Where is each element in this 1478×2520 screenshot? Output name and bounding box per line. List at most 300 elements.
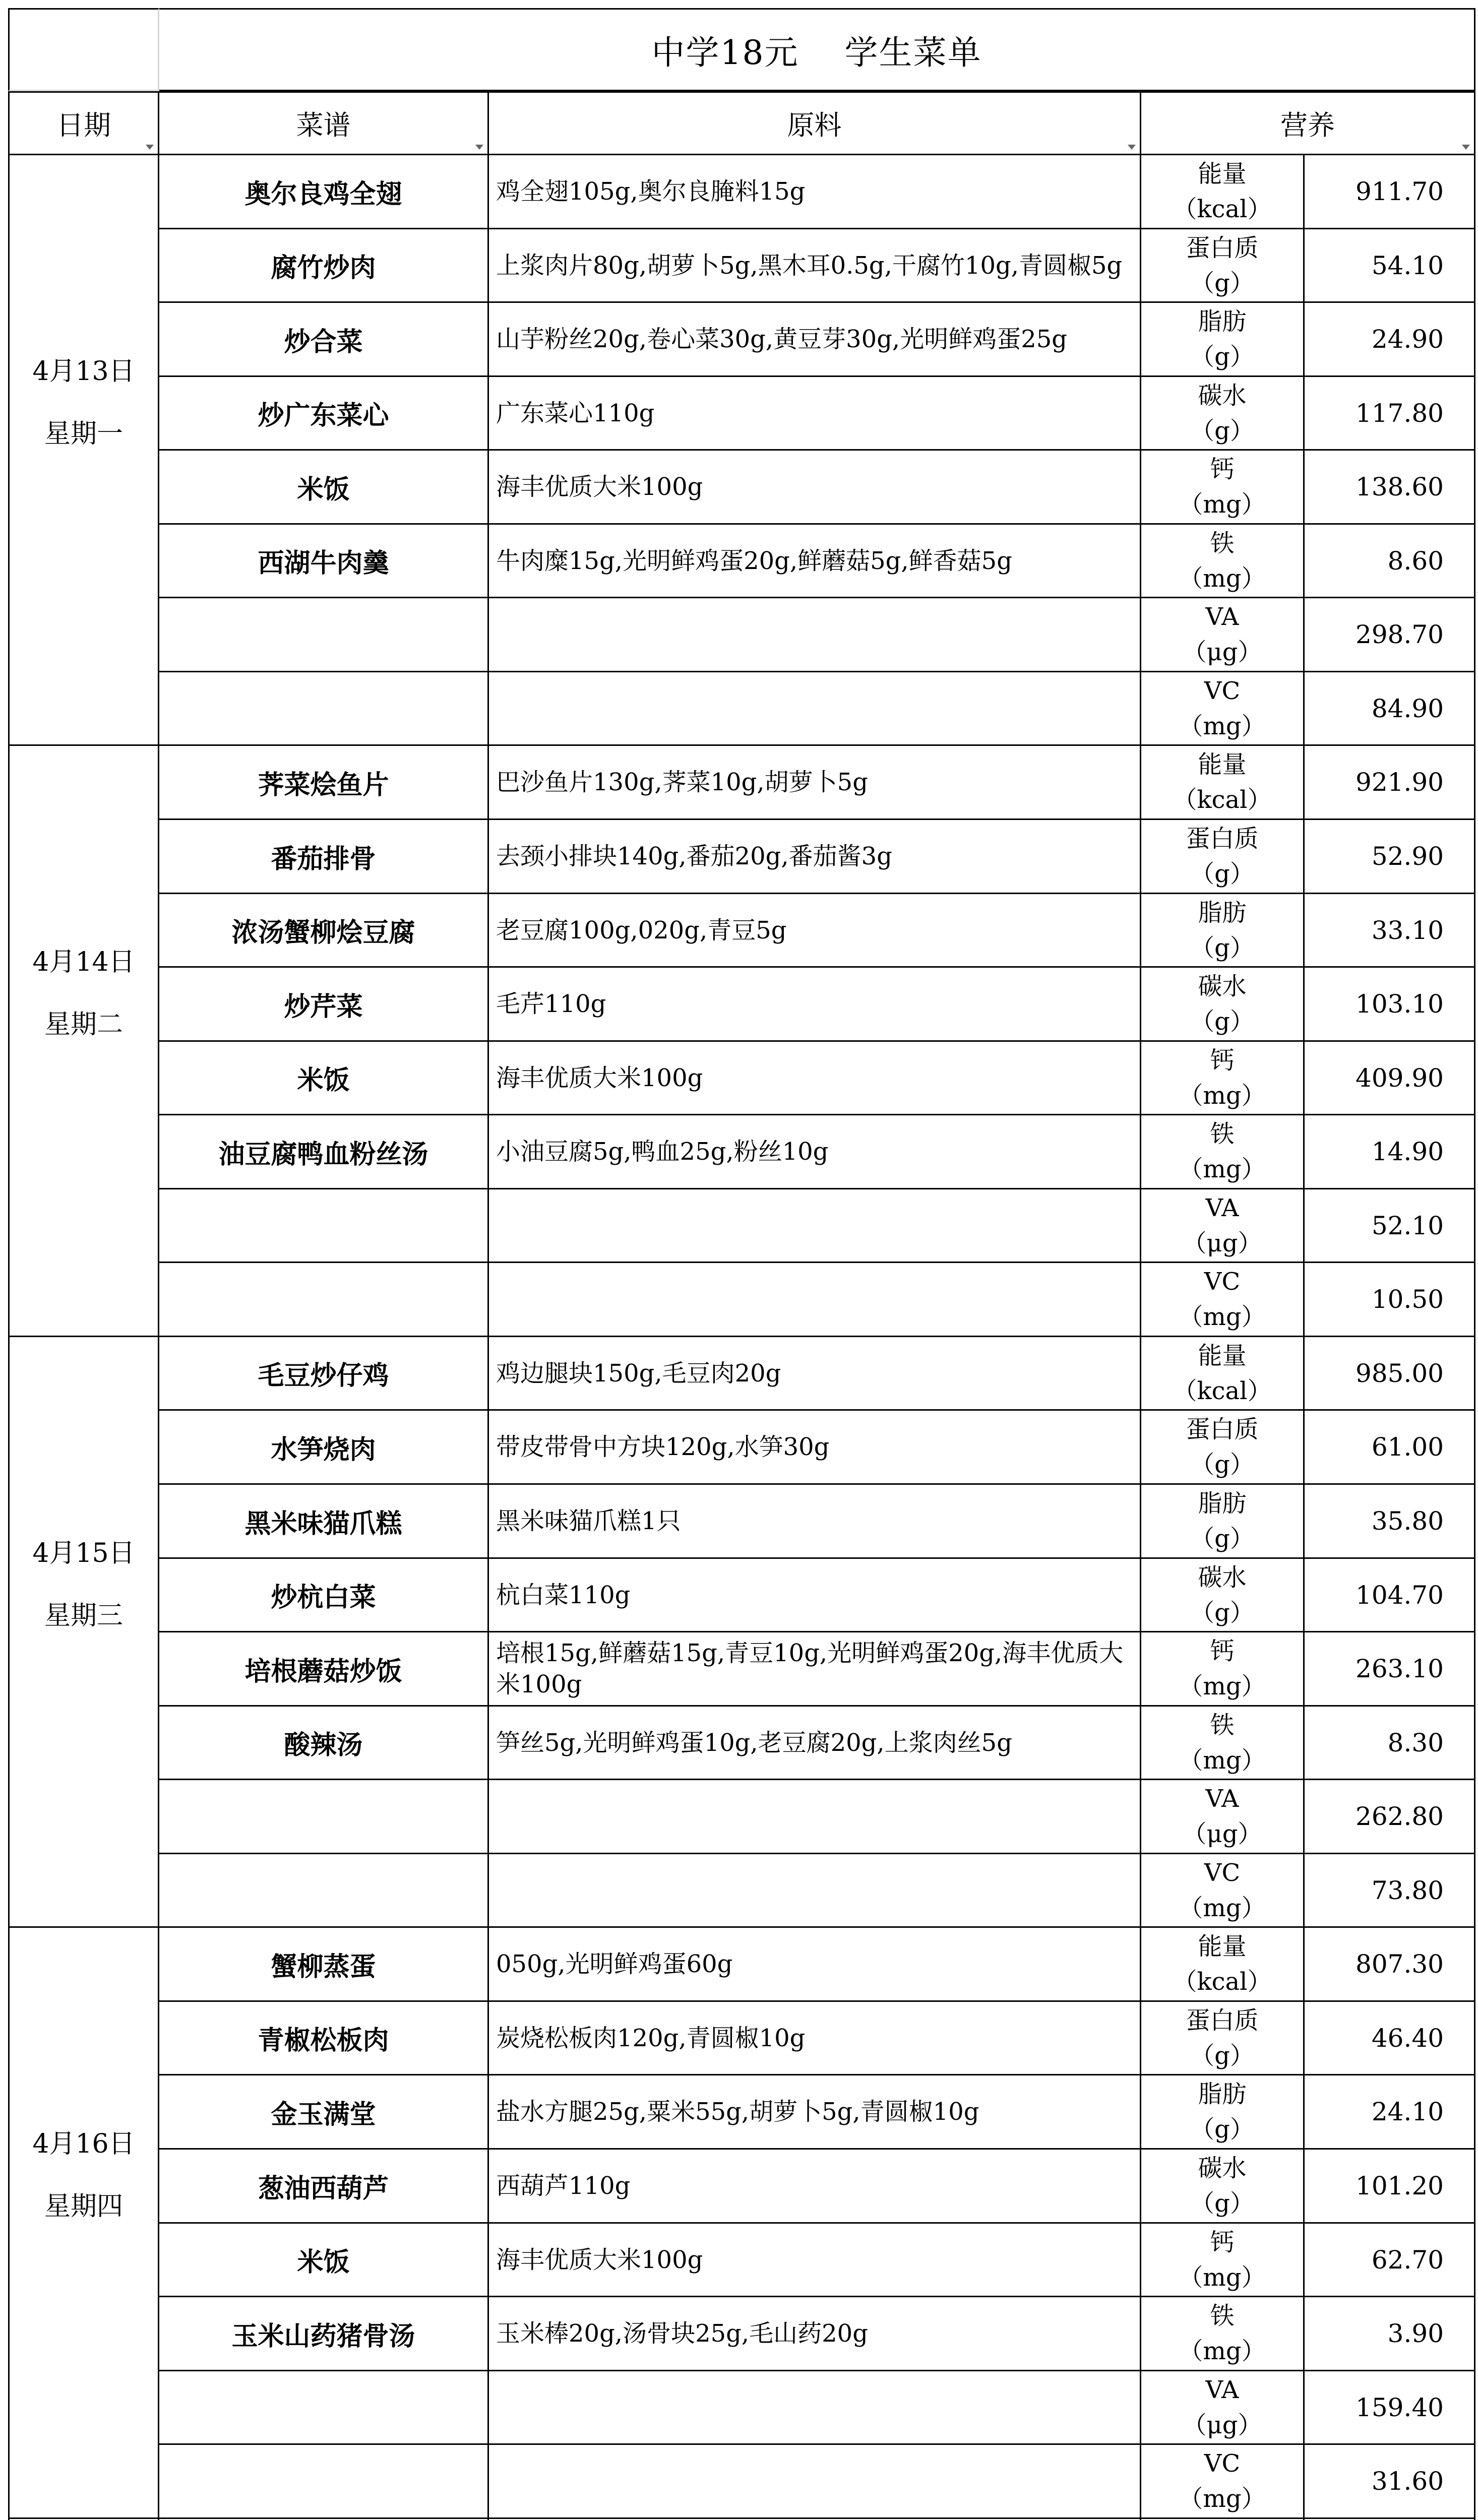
nutrient-unit: （mg） — [1179, 564, 1266, 593]
dish-name: 奥尔良鸡全翅 — [244, 178, 402, 210]
dish-name: 米饭 — [297, 474, 350, 505]
dish-name: 水笋烧肉 — [271, 1434, 376, 1465]
nutrient-value-cell — [1305, 451, 1475, 525]
nutrient-label-cell — [1141, 1559, 1305, 1632]
nutrient-label-cell — [1141, 1780, 1305, 1854]
nutrient-label — [1141, 672, 1303, 744]
dish-name: 米饭 — [297, 1065, 350, 1096]
nutrient-label — [1141, 2445, 1303, 2517]
ingredients-cell — [489, 303, 1141, 377]
nutrient-label-cell — [1141, 1263, 1305, 1337]
nutrient-label — [1141, 2297, 1303, 2370]
nutrient-unit: （g） — [1190, 1007, 1254, 1036]
nutrient-name: VA — [1205, 2375, 1239, 2404]
ingredients-text: 牛肉糜15g,光明鲜鸡蛋20g,鲜蘑菇5g,鲜香菇5g — [496, 546, 1012, 575]
nutrient-unit: （mg） — [1179, 712, 1266, 740]
nutrient-value: 35.80 — [1371, 1506, 1444, 1536]
nutrient-name: 蛋白质 — [1186, 1415, 1259, 1443]
dish-cell — [159, 1115, 489, 1189]
nutrient-label-cell — [1141, 968, 1305, 1042]
ingredients-text: 山芋粉丝20g,卷心菜30g,黄豆芽30g,光明鲜鸡蛋25g — [496, 325, 1067, 353]
dish-cell — [159, 303, 489, 377]
nutrient-value: 911.70 — [1356, 177, 1444, 206]
weekday-label: 星期二 — [44, 1010, 123, 1040]
dish-name: 米饭 — [297, 2247, 350, 2278]
nutrient-value: 807.30 — [1356, 1949, 1444, 1979]
nutrient-label — [1141, 1189, 1303, 1262]
nutrient-value: 10.50 — [1371, 1285, 1444, 1314]
nutrient-value-cell — [1305, 2224, 1475, 2297]
nutrient-value-cell — [1305, 1707, 1475, 1780]
nutrient-value: 138.60 — [1356, 472, 1444, 501]
nutrient-unit: （mg） — [1179, 1081, 1266, 1110]
nutrient-value-cell — [1305, 303, 1475, 377]
ingredients-text: 黑米味猫爪糕1只 — [496, 1507, 681, 1535]
page-title: 中学18元 学生菜单 — [651, 33, 982, 72]
nutrient-unit: （mg） — [1179, 1746, 1266, 1775]
nutrient-label — [1141, 1263, 1303, 1336]
ingredients-cell — [489, 1042, 1141, 1115]
nutrient-name: 蛋白质 — [1186, 2006, 1259, 2035]
nutrient-value-cell — [1305, 377, 1475, 451]
nutrient-unit: （mg） — [1179, 490, 1266, 519]
nutrient-label — [1141, 1411, 1303, 1483]
nutrient-label — [1141, 155, 1303, 228]
nutrient-value-cell — [1305, 1115, 1475, 1189]
ingredients-cell — [489, 598, 1141, 672]
nutrient-label-cell — [1141, 1485, 1305, 1559]
nutrient-unit: （mg） — [1179, 2263, 1266, 2292]
nutrient-unit: （g） — [1190, 2041, 1254, 2070]
ingredients-text: 培根15g,鲜蘑菇15g,青豆10g,光明鲜鸡蛋20g,海丰优质大米100g — [496, 1639, 1124, 1698]
dish-cell — [159, 155, 489, 229]
dish-name: 酸辣汤 — [284, 1730, 363, 1760]
dish-cell — [159, 1263, 489, 1337]
nutrient-value: 33.10 — [1371, 915, 1444, 945]
ingredients-text: 050g,光明鲜鸡蛋60g — [496, 1950, 733, 1978]
nutrient-label — [1141, 1115, 1303, 1188]
nutrient-label-cell — [1141, 377, 1305, 451]
ingredients-text: 上浆肉片80g,胡萝卜5g,黑木耳0.5g,干腐竹10g,青圆椒5g — [496, 251, 1123, 280]
nutrient-value: 14.90 — [1371, 1137, 1444, 1166]
nutrient-value: 8.60 — [1387, 546, 1444, 576]
nutrient-unit: （kcal） — [1173, 1376, 1272, 1405]
dish-cell — [159, 451, 489, 525]
nutrient-unit: （g） — [1190, 1451, 1254, 1479]
nutrient-value-cell — [1305, 229, 1475, 303]
ingredients-text: 带皮带骨中方块120g,水笋30g — [496, 1433, 830, 1461]
nutrient-unit: （mg） — [1179, 1303, 1266, 1331]
dish-cell — [159, 1632, 489, 1707]
ingredients-text: 西葫芦110g — [496, 2172, 631, 2200]
filter-dropdown-icon[interactable] — [1462, 145, 1470, 150]
dish-cell — [159, 2224, 489, 2297]
nutrient-unit: （mg） — [1179, 1672, 1266, 1700]
nutrient-value-cell — [1305, 672, 1475, 746]
nutrient-name: 能量 — [1198, 1341, 1247, 1370]
dish-cell — [159, 377, 489, 451]
nutrient-value: 409.90 — [1356, 1063, 1444, 1093]
ingredients-cell — [489, 1411, 1141, 1485]
ingredients-cell — [489, 672, 1141, 746]
nutrient-value-cell — [1305, 1854, 1475, 1928]
nutrient-value: 46.40 — [1371, 2023, 1444, 2053]
ingredients-text: 鸡全翅105g,奥尔良腌料15g — [496, 177, 806, 206]
dish-name: 炒广东菜心 — [258, 400, 389, 431]
nutrient-unit: （g） — [1190, 933, 1254, 962]
nutrient-name: 蛋白质 — [1186, 233, 1259, 262]
ingredients-cell — [489, 2075, 1141, 2150]
header-date — [8, 91, 159, 155]
nutrient-label-cell — [1141, 451, 1305, 525]
dish-name: 腐竹炒肉 — [271, 253, 376, 283]
nutrient-label — [1141, 1632, 1303, 1705]
ingredients-cell — [489, 229, 1141, 303]
nutrient-value: 298.70 — [1356, 620, 1444, 649]
nutrient-value: 985.00 — [1356, 1358, 1444, 1388]
nutrient-unit: （mg） — [1179, 1894, 1266, 1922]
nutrient-value-cell — [1305, 1042, 1475, 1115]
nutrient-value-cell — [1305, 1337, 1475, 1411]
nutrient-label-cell — [1141, 1337, 1305, 1411]
nutrient-name: 碳水 — [1198, 381, 1247, 410]
ingredients-text: 玉米棒20g,汤骨块25g,毛山药20g — [496, 2319, 868, 2348]
nutrient-name: VC — [1204, 2449, 1241, 2478]
ingredients-cell — [489, 1780, 1141, 1854]
dish-cell — [159, 1780, 489, 1854]
ingredients-cell — [489, 1928, 1141, 2002]
date-cell — [8, 1928, 159, 2519]
nutrient-value-cell — [1305, 1632, 1475, 1707]
ingredients-cell — [489, 2150, 1141, 2224]
nutrient-name: 脂肪 — [1198, 1489, 1247, 1518]
ingredients-text: 巴沙鱼片130g,荠菜10g,胡萝卜5g — [496, 768, 868, 796]
date-label: 4月15日 — [32, 1538, 135, 1568]
dish-cell — [159, 2002, 489, 2075]
nutrient-label-cell — [1141, 229, 1305, 303]
nutrient-label — [1141, 525, 1303, 597]
nutrient-unit: （g） — [1190, 1525, 1254, 1553]
ingredients-cell — [489, 1707, 1141, 1780]
nutrient-label-cell — [1141, 1707, 1305, 1780]
nutrient-value-cell — [1305, 1485, 1475, 1559]
nutrient-unit: （μg） — [1182, 1820, 1262, 1848]
nutrient-name: 铁 — [1210, 529, 1235, 557]
nutrient-label-cell — [1141, 2224, 1305, 2297]
filter-dropdown-icon[interactable] — [146, 145, 154, 150]
nutrient-label — [1141, 894, 1303, 966]
dish-cell — [159, 968, 489, 1042]
nutrient-label — [1141, 1042, 1303, 1114]
nutrient-unit: （mg） — [1179, 1155, 1266, 1183]
nutrient-value: 921.90 — [1356, 768, 1444, 797]
nutrient-label-cell — [1141, 2075, 1305, 2150]
nutrient-label-cell — [1141, 1411, 1305, 1485]
nutrient-value: 262.80 — [1356, 1802, 1444, 1831]
ingredients-cell — [489, 1115, 1141, 1189]
header-nutrition — [1141, 91, 1475, 155]
nutrient-label-cell — [1141, 2002, 1305, 2075]
nutrient-name: 脂肪 — [1198, 898, 1247, 927]
nutrient-value: 61.00 — [1371, 1432, 1444, 1462]
nutrient-name: 碳水 — [1198, 2154, 1247, 2182]
ingredients-text: 海丰优质大米100g — [496, 1063, 703, 1092]
dish-name: 青椒松板肉 — [258, 2025, 389, 2056]
dish-cell — [159, 1485, 489, 1559]
nutrient-value: 54.10 — [1371, 250, 1444, 280]
dish-cell — [159, 2445, 489, 2519]
nutrient-name: 蛋白质 — [1186, 825, 1259, 853]
nutrient-label-cell — [1141, 2297, 1305, 2371]
nutrient-value-cell — [1305, 2150, 1475, 2224]
nutrient-label — [1141, 2224, 1303, 2296]
nutrient-value: 117.80 — [1356, 398, 1444, 428]
dish-name: 蟹柳蒸蛋 — [271, 1951, 376, 1982]
dish-name: 荠菜烩鱼片 — [258, 769, 389, 800]
ingredients-cell — [489, 525, 1141, 598]
nutrient-label — [1141, 1928, 1303, 2000]
dish-cell — [159, 746, 489, 820]
nutrient-name: VC — [1204, 1268, 1241, 1296]
nutrient-name: VA — [1205, 603, 1239, 631]
dish-cell — [159, 672, 489, 746]
nutrient-value: 31.60 — [1371, 2467, 1444, 2496]
ingredients-cell — [489, 2224, 1141, 2297]
ingredients-cell — [489, 968, 1141, 1042]
nutrient-label-cell — [1141, 2371, 1305, 2445]
nutrient-label — [1141, 2075, 1303, 2148]
nutrient-value: 159.40 — [1356, 2392, 1444, 2422]
nutrient-unit: （μg） — [1182, 2411, 1262, 2439]
ingredients-cell — [489, 2002, 1141, 2075]
nutrient-label — [1141, 2371, 1303, 2443]
date-label: 4月14日 — [32, 947, 135, 977]
nutrient-name: 能量 — [1198, 1932, 1247, 1961]
nutrient-label-cell — [1141, 746, 1305, 820]
nutrient-name: 钙 — [1210, 1637, 1235, 1665]
nutrient-label — [1141, 968, 1303, 1040]
weekday-label: 星期四 — [44, 2191, 123, 2222]
dish-cell — [159, 2075, 489, 2150]
nutrient-label — [1141, 377, 1303, 449]
nutrient-name: 脂肪 — [1198, 307, 1247, 336]
nutrient-unit: （g） — [1190, 269, 1254, 297]
nutrient-value: 52.10 — [1371, 1211, 1444, 1240]
nutrient-label-cell — [1141, 1115, 1305, 1189]
nutrient-name: 钙 — [1210, 1046, 1235, 1075]
ingredients-text: 老豆腐100g,020g,青豆5g — [496, 916, 787, 944]
ingredients-text: 去颈小排块140g,番茄20g,番茄酱3g — [496, 842, 892, 870]
ingredients-cell — [489, 377, 1141, 451]
ingredients-cell — [489, 746, 1141, 820]
nutrient-label — [1141, 2002, 1303, 2074]
header-nutrition-label: 营养 — [1280, 109, 1335, 141]
nutrient-name: 碳水 — [1198, 972, 1247, 1000]
nutrient-label — [1141, 820, 1303, 893]
ingredients-text: 小油豆腐5g,鸭血25g,粉丝10g — [496, 1138, 829, 1166]
nutrient-label — [1141, 451, 1303, 523]
nutrient-label-cell — [1141, 820, 1305, 894]
ingredients-text: 广东菜心110g — [496, 399, 655, 427]
nutrient-value: 73.80 — [1371, 1875, 1444, 1905]
dish-name: 炒合菜 — [284, 326, 363, 357]
nutrient-name: 铁 — [1210, 2302, 1235, 2330]
dish-name: 炒芹菜 — [284, 991, 363, 1022]
date-cell — [8, 746, 159, 1337]
ingredients-text: 笋丝5g,光明鲜鸡蛋10g,老豆腐20g,上浆肉丝5g — [496, 1728, 1012, 1757]
nutrient-label-cell — [1141, 155, 1305, 229]
nutrient-name: 铁 — [1210, 1711, 1235, 1739]
nutrient-unit: （g） — [1190, 860, 1254, 888]
weekday-label: 星期三 — [44, 1600, 123, 1631]
ingredients-text: 杭白菜110g — [496, 1581, 631, 1609]
nutrient-value: 52.90 — [1371, 842, 1444, 871]
nutrient-unit: （μg） — [1182, 1229, 1262, 1257]
dish-cell — [159, 525, 489, 598]
nutrient-unit: （kcal） — [1173, 786, 1272, 814]
date-cell — [8, 155, 159, 746]
nutrient-value-cell — [1305, 2297, 1475, 2371]
ingredients-text: 海丰优质大米100g — [496, 2245, 703, 2274]
dish-cell — [159, 2297, 489, 2371]
nutrient-label — [1141, 1559, 1303, 1631]
nutrient-value-cell — [1305, 894, 1475, 968]
dish-cell — [159, 1042, 489, 1115]
nutrient-unit: （kcal） — [1173, 1968, 1272, 1996]
header-date-label: 日期 — [56, 109, 111, 141]
weekday-label: 星期一 — [44, 418, 123, 449]
ingredients-cell — [489, 2445, 1141, 2519]
nutrient-unit: （mg） — [1179, 2337, 1266, 2365]
nutrient-label-cell — [1141, 1928, 1305, 2002]
nutrient-unit: （μg） — [1182, 638, 1262, 666]
date-label: 4月16日 — [32, 2129, 135, 2159]
nutrient-name: 能量 — [1198, 750, 1247, 779]
nutrient-label-cell — [1141, 1042, 1305, 1115]
dish-cell — [159, 1928, 489, 2002]
nutrient-value: 104.70 — [1356, 1580, 1444, 1610]
ingredients-text: 盐水方腿25g,粟米55g,胡萝卜5g,青圆椒10g — [496, 2098, 979, 2126]
dish-name: 葱油西葫芦 — [258, 2173, 389, 2204]
dish-name: 毛豆炒仔鸡 — [258, 1360, 389, 1391]
header-dish-label: 菜谱 — [296, 109, 351, 141]
filter-dropdown-icon[interactable] — [475, 145, 483, 150]
nutrient-value-cell — [1305, 2445, 1475, 2519]
dish-name: 番茄排骨 — [271, 843, 376, 874]
nutrient-value: 24.10 — [1371, 2097, 1444, 2126]
dish-cell — [159, 1559, 489, 1632]
nutrient-unit: （g） — [1190, 343, 1254, 371]
nutrient-name: VA — [1205, 1785, 1239, 1813]
dish-cell — [159, 2150, 489, 2224]
nutrient-value: 24.90 — [1371, 325, 1444, 354]
nutrient-value-cell — [1305, 968, 1475, 1042]
nutrient-unit: （g） — [1190, 416, 1254, 445]
nutrient-value: 84.90 — [1371, 694, 1444, 723]
date-cell — [8, 1337, 159, 1928]
ingredients-cell — [489, 1189, 1141, 1263]
date-label-group — [10, 155, 158, 744]
nutrient-label — [1141, 303, 1303, 375]
dish-name: 炒杭白菜 — [271, 1582, 376, 1613]
nutrient-unit: （g） — [1190, 1598, 1254, 1627]
ingredients-text: 炭烧松板肉120g,青圆椒10g — [496, 2024, 806, 2052]
nutrient-value: 62.70 — [1371, 2245, 1444, 2275]
nutrient-unit: （g） — [1190, 2115, 1254, 2144]
nutrient-name: 钙 — [1210, 2228, 1235, 2256]
ingredients-cell — [489, 1485, 1141, 1559]
ingredients-cell — [489, 1632, 1141, 1707]
nutrient-value-cell — [1305, 525, 1475, 598]
nutrient-label-cell — [1141, 1854, 1305, 1928]
nutrient-value-cell — [1305, 598, 1475, 672]
header-ingredients — [489, 91, 1141, 155]
ingredients-cell — [489, 155, 1141, 229]
nutrient-value: 8.30 — [1387, 1728, 1444, 1757]
dish-cell — [159, 820, 489, 894]
ingredients-cell — [489, 2297, 1141, 2371]
nutrient-label — [1141, 229, 1303, 301]
dish-cell — [159, 1337, 489, 1411]
nutrient-label — [1141, 1337, 1303, 1409]
ingredients-cell — [489, 894, 1141, 968]
nutrient-value: 101.20 — [1356, 2171, 1444, 2200]
date-label-group — [10, 1928, 158, 2517]
nutrient-name: VC — [1204, 676, 1241, 705]
nutrient-value: 3.90 — [1387, 2319, 1444, 2348]
title-cell — [159, 8, 1475, 91]
date-label: 4月13日 — [32, 356, 135, 387]
dish-cell — [159, 1707, 489, 1780]
nutrient-label-cell — [1141, 672, 1305, 746]
dish-name: 西湖牛肉羹 — [258, 548, 389, 579]
dish-name: 黑米味猫爪糕 — [244, 1508, 402, 1539]
nutrient-name: 能量 — [1198, 160, 1247, 188]
nutrient-label-cell — [1141, 303, 1305, 377]
dish-cell — [159, 598, 489, 672]
nutrient-value-cell — [1305, 155, 1475, 229]
nutrient-value-cell — [1305, 820, 1475, 894]
nutrient-value-cell — [1305, 1780, 1475, 1854]
nutrient-label — [1141, 1707, 1303, 1779]
ingredients-cell — [489, 1337, 1141, 1411]
nutrient-label — [1141, 1485, 1303, 1557]
ingredients-text: 鸡边腿块150g,毛豆肉20g — [496, 1359, 781, 1388]
nutrient-label — [1141, 2150, 1303, 2222]
dish-cell — [159, 2371, 489, 2445]
header-ingredients-label: 原料 — [787, 109, 842, 141]
nutrient-label — [1141, 746, 1303, 818]
nutrient-value-cell — [1305, 2371, 1475, 2445]
nutrient-value-cell — [1305, 1411, 1475, 1485]
nutrient-unit: （g） — [1190, 2189, 1254, 2218]
ingredients-text: 海丰优质大米100g — [496, 473, 703, 501]
filter-dropdown-icon[interactable] — [1128, 145, 1136, 150]
nutrient-value-cell — [1305, 1928, 1475, 2002]
ingredients-cell — [489, 1854, 1141, 1928]
nutrient-name: VC — [1204, 1858, 1241, 1887]
nutrient-value-cell — [1305, 1559, 1475, 1632]
dish-cell — [159, 894, 489, 968]
dish-name: 浓汤蟹柳烩豆腐 — [231, 917, 415, 948]
date-label-group — [10, 746, 158, 1336]
header-dish — [159, 91, 489, 155]
nutrient-value: 103.10 — [1356, 989, 1444, 1019]
nutrient-label-cell — [1141, 598, 1305, 672]
nutrient-unit: （kcal） — [1173, 195, 1272, 223]
nutrient-label — [1141, 1854, 1303, 1926]
ingredients-cell — [489, 451, 1141, 525]
